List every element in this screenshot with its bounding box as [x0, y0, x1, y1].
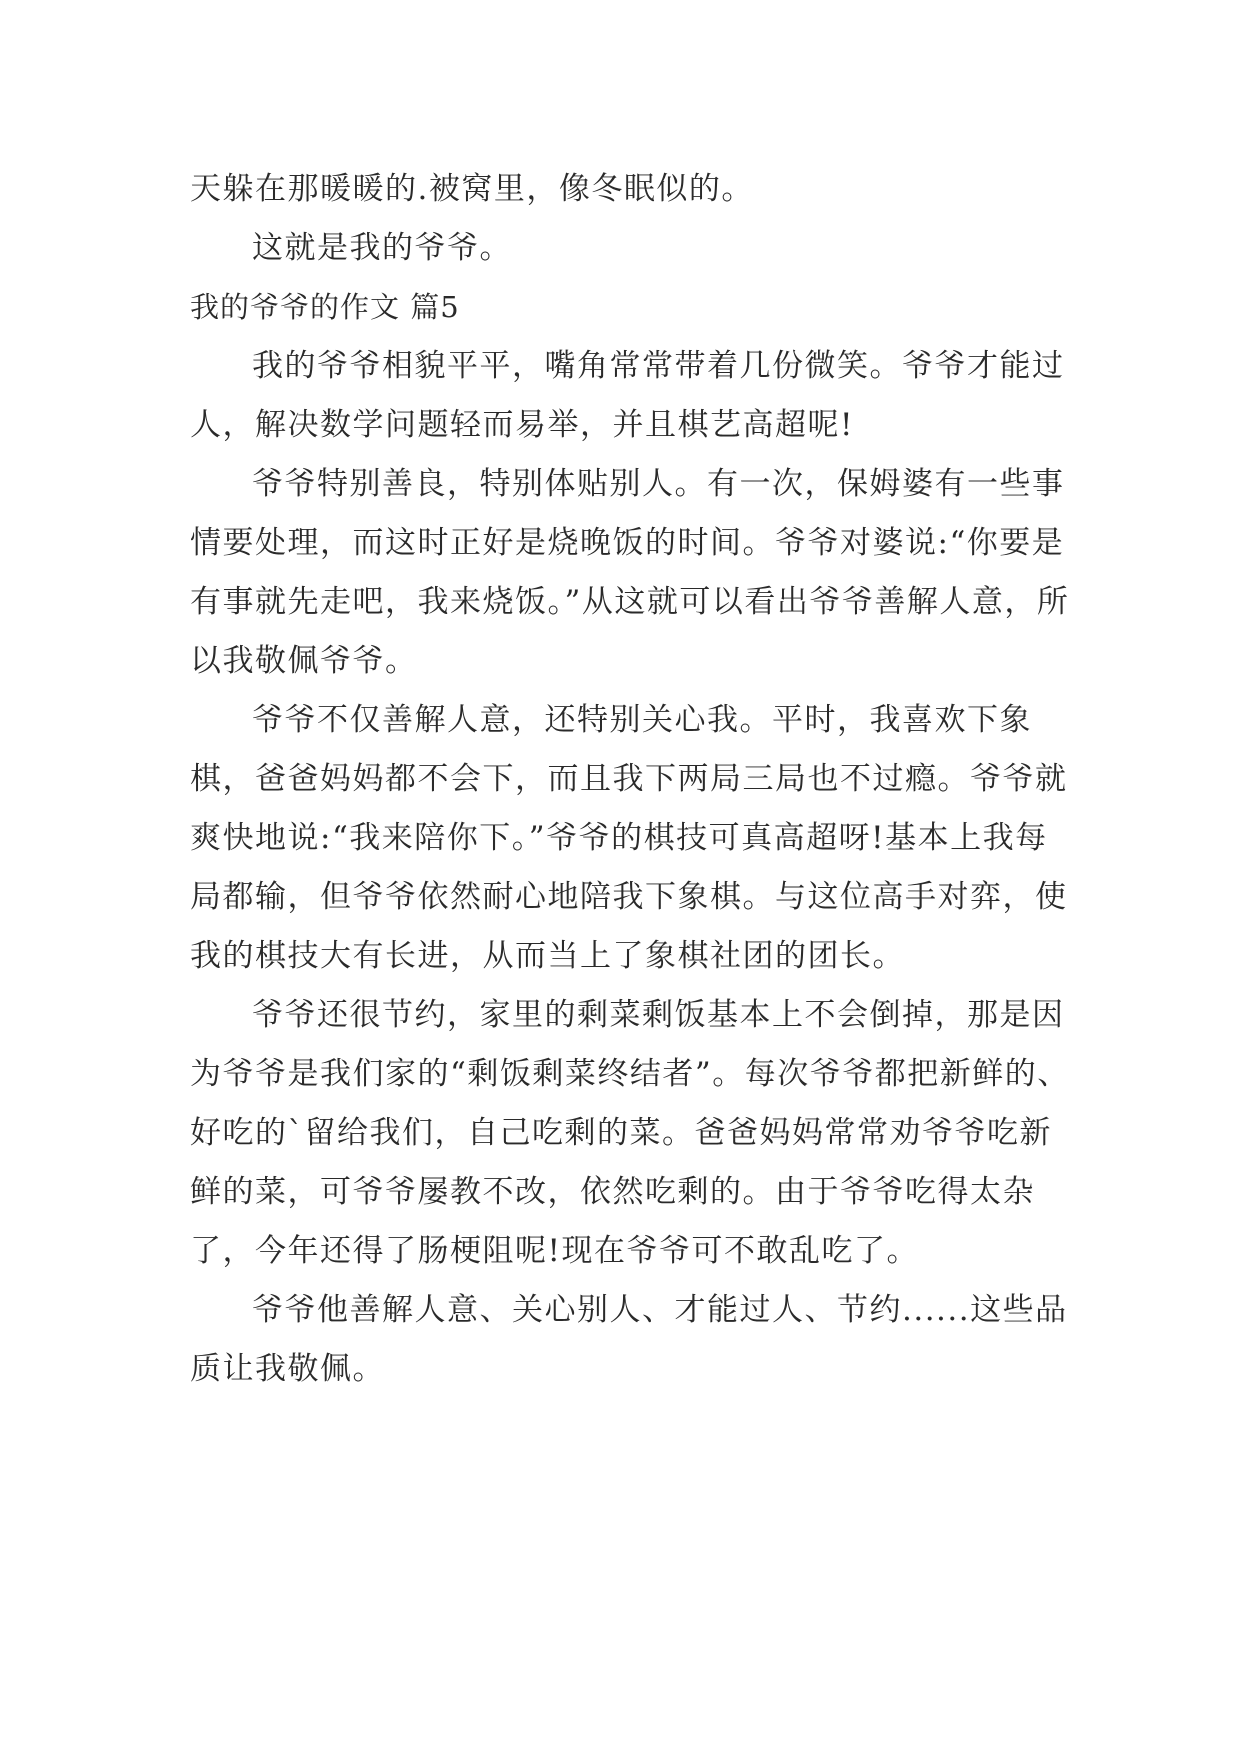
paragraph-thrift: 爷爷还很节约，家里的剩菜剩饭基本上不会倒掉，那是因为爷爷是我们家的“剩饭剩菜终结者”。每次爷爷都把新鲜的、好吃的`留给我们，自己吃剩的菜。爸爸妈妈常常劝爷爷吃新鲜的菜，可爷爷屡教不改，依然吃剩的。由于爷爷吃得太杂了，今年还得了肠梗阻呢!现在爷爷可不敢乱吃了。: [190, 997, 1070, 1269]
section-heading: 我的爷爷的作文 篇5: [190, 290, 460, 324]
paragraph-kindness: 爷爷特别善良，特别体贴别人。有一次，保姆婆有一些事情要处理，而这时正好是烧晚饭的时间。爷爷对婆说:“你要是有事就先走吧，我来烧饭。”从这就可以看出爷爷善解人意，所以我敬佩爷爷。: [190, 466, 1070, 679]
paragraph-chess: 爷爷不仅善解人意，还特别关心我。平时，我喜欢下象棋，爸爸妈妈都不会下，而且我下两局三局也不过瘾。爷爷就爽快地说:“我来陪你下。”爷爷的棋技可真高超呀!基本上我每局都输，但爷爷依然耐心地陪我下象棋。与这位高手对弈，使我的棋技大有长进，从而当上了象棋社团的团长。: [190, 702, 1068, 974]
paragraph-continuation: 天躲在那暖暖的.被窝里，像冬眠似的。: [190, 171, 754, 207]
paragraph-closing: 这就是我的爷爷。: [252, 230, 512, 266]
document-body: [190, 160, 1070, 1399]
paragraph-intro: 我的爷爷相貌平平，嘴角常常带着几份微笑。爷爷才能过人，解决数学问题轻而易举，并且棋艺高超呢!: [190, 348, 1065, 443]
paragraph-conclusion: 爷爷他善解人意、关心别人、才能过人、节约......这些品质让我敬佩。: [190, 1292, 1068, 1387]
